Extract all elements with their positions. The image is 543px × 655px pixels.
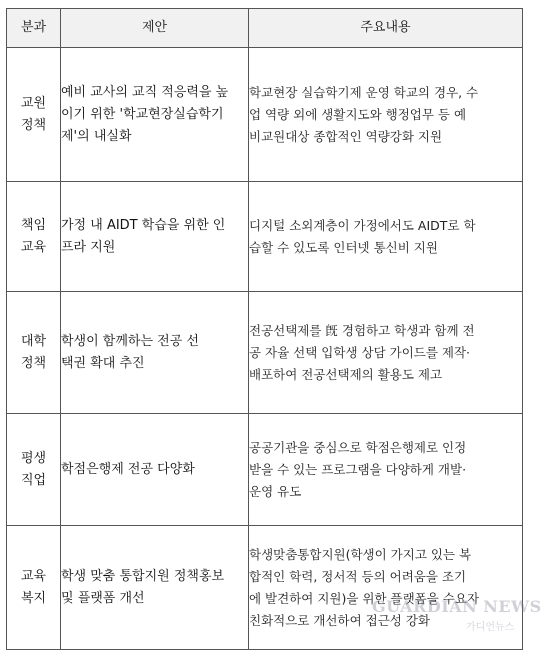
table-header-row: [7, 9, 523, 48]
table-row: [7, 526, 523, 650]
row-category: 책임 교육: [7, 182, 61, 292]
table-row: [7, 48, 523, 182]
row-proposal: 예비 교사의 교직 적응력을 높 이기 위한 '학교현장실습학기 제'의 내실화: [61, 48, 249, 182]
header-proposal: 제안: [61, 9, 249, 48]
row-category: 교원 정책: [7, 48, 61, 182]
header-content: 주요내용: [249, 9, 523, 48]
table-row: [7, 182, 523, 292]
row-content: 공공기관을 중심으로 학점은행제로 인정 받을 수 있는 프로그램을 다양하게 개발· 운영 유도: [249, 414, 523, 526]
watermark-logo: GUARDIAN NEWS: [372, 597, 542, 616]
row-proposal: 가정 내 AIDT 학습을 위한 인 프라 지원: [61, 182, 249, 292]
table-row: [7, 414, 523, 526]
row-content: 전공선택제를 旣 경험하고 학생과 함께 전 공 자율 선택 입학생 상담 가이드를 제작· 배포하여 전공선택제의 활용도 제고: [249, 292, 523, 414]
row-content: 학교현장 실습학기제 운영 학교의 경우, 수 업 역량 외에 생활지도와 행정업무 등 예 비교원대상 종합적인 역량강화 지원: [249, 48, 523, 182]
row-proposal: 학점은행제 전공 다양화: [61, 414, 249, 526]
row-content: 학생맞춤통합지원(학생이 가지고 있는 복 합적인 학력, 정서적 등의 어려움을 조기 에 발견하여 지원)을 위한 플랫폼을 수요자 친화적으로 개선하여 접근성 강화: [249, 526, 523, 650]
header-category: 분과: [7, 9, 61, 48]
row-content: 디지털 소외계층이 가정에서도 AIDT로 학 습할 수 있도록 인터넷 통신비 지원: [249, 182, 523, 292]
row-category: 교육 복지: [7, 526, 61, 650]
row-proposal: 학생이 함께하는 전공 선 택권 확대 추진: [61, 292, 249, 414]
row-category: 대학 정책: [7, 292, 61, 414]
watermark-subtitle: 가디언뉴스: [466, 622, 515, 633]
row-category: 평생 직업: [7, 414, 61, 526]
row-proposal: 학생 맞춤 통합지원 정책홍보 및 플랫폼 개선: [61, 526, 249, 650]
table-row: [7, 292, 523, 414]
policy-proposal-table: [6, 8, 523, 650]
